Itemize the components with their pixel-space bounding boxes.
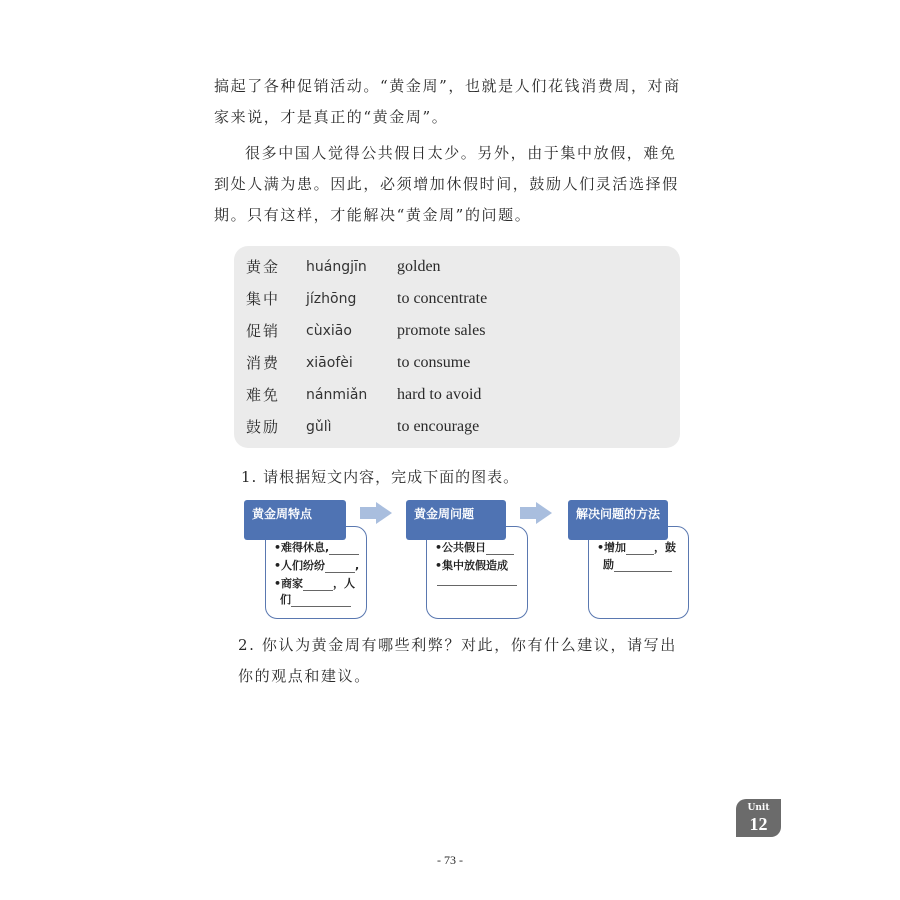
- box-item: •商家 ，人: [274, 577, 356, 590]
- header-problems: 黄金周问题: [406, 500, 506, 540]
- box-item: •增加 ，鼓: [597, 541, 677, 554]
- vocabulary-box: [234, 246, 680, 448]
- vocab-english: to concentrate: [397, 290, 488, 307]
- vocab-pinyin: huángjīn: [306, 259, 367, 275]
- unit-number: 12: [749, 814, 768, 834]
- vocab-chinese: 黄金: [246, 258, 281, 276]
- paragraph-1: 搞起了各种促销活动。“黄金周”，也就是人们花钱消费周，对商家来说，才是真正的“黄金周”。: [214, 77, 681, 126]
- unit-label: Unit: [747, 803, 770, 813]
- box-item: •难得休息,: [274, 539, 359, 555]
- vocab-chinese: 消费: [246, 354, 281, 372]
- vocab-english: to encourage: [397, 418, 480, 435]
- vocab-row: [234, 317, 680, 345]
- vocab-pinyin: cùxiāo: [306, 323, 352, 339]
- vocab-chinese: 促销: [246, 322, 281, 340]
- vocab-english: hard to avoid: [397, 386, 482, 403]
- vocab-pinyin: jízhōng: [306, 291, 357, 307]
- vocab-chinese: 难免: [246, 386, 281, 404]
- vocab-row: [234, 413, 680, 441]
- vocab-english: to consume: [397, 354, 471, 371]
- page-number: - 73 -: [437, 853, 463, 867]
- header-solutions: 解决问题的方法: [568, 500, 668, 540]
- vocab-row: [234, 349, 680, 377]
- question-1: 1. 请根据短文内容，完成下面的图表。: [241, 468, 520, 486]
- box-item: •人们纷纷 ,: [274, 559, 360, 572]
- box-item: •集中放假造成: [435, 559, 509, 572]
- box-item: 励: [603, 556, 672, 572]
- vocab-english: promote sales: [397, 322, 486, 339]
- vocab-chinese: 集中: [246, 290, 281, 308]
- box-item: •公共假日: [435, 539, 514, 555]
- unit-tab: [736, 799, 781, 837]
- box-item: [437, 573, 517, 586]
- vocab-pinyin: nánmiǎn: [306, 387, 368, 403]
- vocab-row: [234, 285, 680, 313]
- vocab-chinese: 鼓励: [246, 418, 281, 436]
- vocab-english: golden: [397, 258, 441, 275]
- question-2: 2. 你认为黄金周有哪些利弊？对此，你有什么建议，请写出你的观点和建议。: [238, 636, 677, 685]
- vocab-row: [234, 253, 680, 281]
- vocab-pinyin: xiāofèi: [306, 355, 353, 371]
- paragraph-2: 很多中国人觉得公共假日太少。另外，由于集中放假，难免到处人满为患。因此，必须增加休假时间，鼓励人们灵活选择假期。只有这样，才能解决“黄金周”的问题。: [214, 144, 679, 224]
- vocab-row: [234, 381, 680, 409]
- vocab-pinyin: gǔlì: [306, 419, 332, 435]
- box-item: 们: [280, 591, 351, 607]
- header-features: 黄金周特点: [244, 500, 346, 540]
